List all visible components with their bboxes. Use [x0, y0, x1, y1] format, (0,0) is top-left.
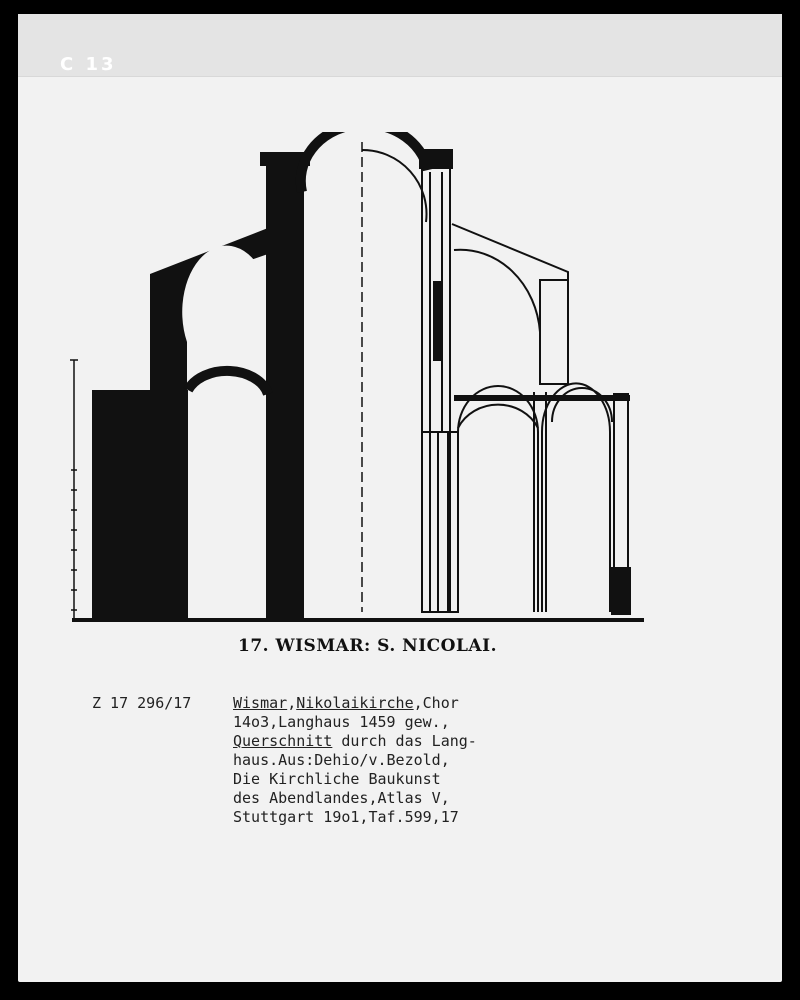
card-header [18, 14, 782, 77]
description-line: haus.Aus:Dehio/v.Bezold, [233, 751, 450, 769]
description-line: 14o3,Langhaus 1459 gew., [233, 713, 450, 731]
nave-vault [301, 132, 428, 192]
scale-bar [70, 360, 78, 620]
description-type-rest: durch das Lang- [332, 732, 477, 750]
description-chor: ,Chor [413, 694, 459, 712]
description-type: Querschnitt [233, 732, 333, 750]
plate-caption: 17. WISMAR: S. NICOLAI. [238, 636, 497, 656]
description-line: des Abendlandes,Atlas V, [233, 789, 450, 807]
description-line: Die Kirchliche Baukunst [233, 770, 441, 788]
left-arches [182, 246, 266, 620]
description-church: Nikolaikirche [296, 694, 414, 712]
description-comma: , [287, 694, 297, 712]
elevation-right-half [420, 150, 630, 614]
cross-section-drawing [62, 132, 682, 632]
card-code: C 13 [60, 54, 117, 75]
description-place: Wismar [233, 694, 288, 712]
description-line [233, 694, 477, 713]
catalog-description [233, 694, 477, 827]
reference-number: Z 17 296/17 [92, 694, 192, 712]
description-line: Stuttgart 19o1,Taf.599,17 [233, 808, 459, 826]
description-line [233, 732, 477, 751]
index-card [18, 14, 782, 982]
